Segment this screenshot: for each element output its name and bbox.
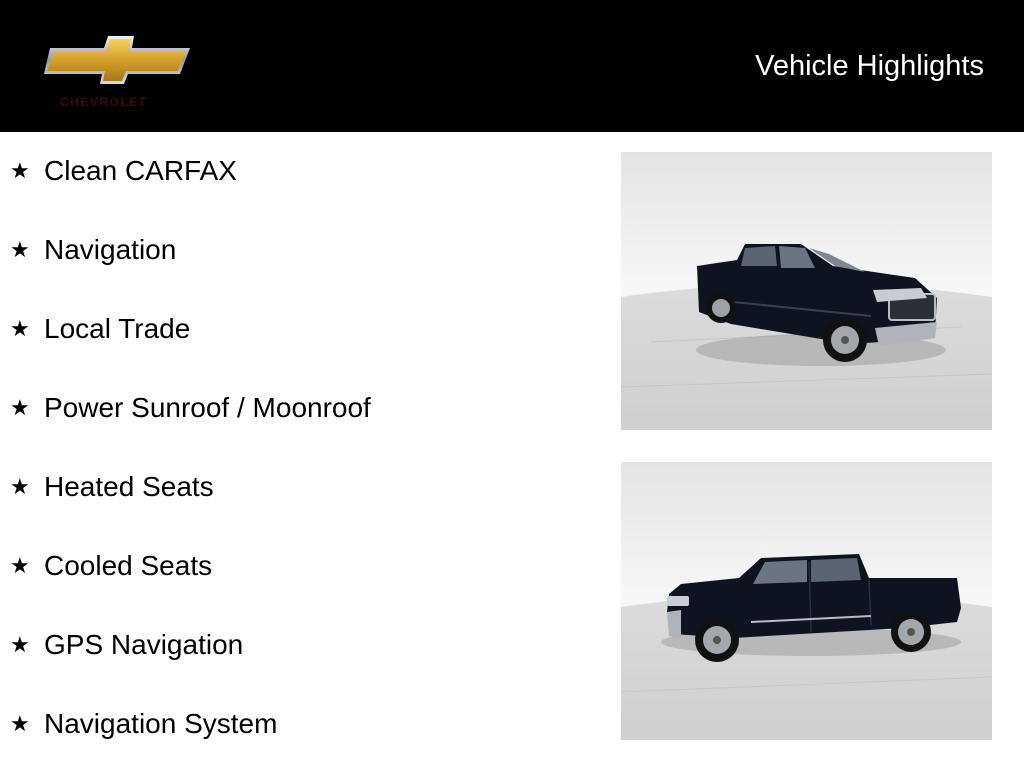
highlight-label: Clean CARFAX <box>44 155 237 186</box>
page-title: Vehicle Highlights <box>755 50 984 82</box>
brand-wordmark: CHEVROLET <box>60 95 148 109</box>
highlight-label: Heated Seats <box>44 471 214 502</box>
star-icon: ★ <box>10 632 30 657</box>
highlights-list <box>0 132 600 768</box>
list-item <box>10 625 243 665</box>
highlight-label: Navigation System <box>44 708 278 739</box>
header-bar <box>0 0 1024 132</box>
list-item <box>10 704 277 744</box>
list-item <box>10 546 212 586</box>
list-item <box>10 467 214 507</box>
star-icon: ★ <box>10 316 30 341</box>
star-icon: ★ <box>10 553 30 578</box>
star-icon: ★ <box>10 237 30 262</box>
highlight-label: Local Trade <box>44 313 191 344</box>
star-icon: ★ <box>10 711 30 736</box>
star-icon: ★ <box>10 395 30 420</box>
list-item <box>10 230 176 270</box>
star-icon: ★ <box>10 158 30 183</box>
list-item <box>10 151 237 191</box>
highlight-label: Power Sunroof / Moonroof <box>44 392 371 423</box>
highlight-label: Navigation <box>44 234 177 265</box>
chevrolet-logo <box>44 34 194 114</box>
highlight-label: GPS Navigation <box>44 629 244 660</box>
vehicle-photo-front <box>621 152 992 430</box>
star-icon: ★ <box>10 474 30 499</box>
list-item <box>10 309 190 349</box>
list-item <box>10 388 371 428</box>
vehicle-photo-side <box>621 462 992 740</box>
highlight-label: Cooled Seats <box>44 550 213 581</box>
